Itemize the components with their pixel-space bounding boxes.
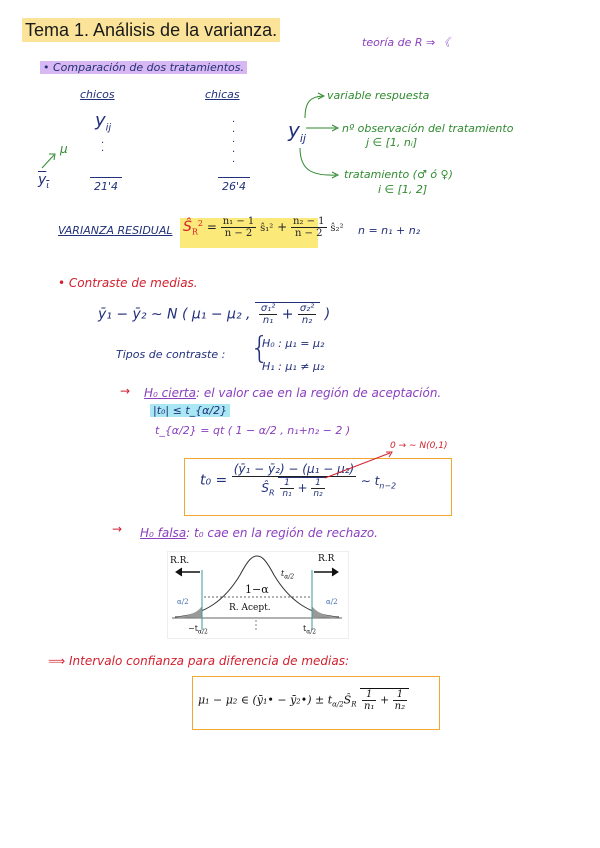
- col1-label: chicos: [80, 88, 115, 101]
- legend-item-treatment: tratamiento (♂ ó ♀): [344, 168, 453, 181]
- h0-true-line: H₀ cierta: el valor cae en la región de aceptación.: [144, 386, 442, 400]
- types-of-contrast: Tipos de contraste :: [116, 348, 226, 361]
- legend-item-treatment-range: i ∈ [1, 2]: [378, 183, 428, 196]
- contrast-heading: • Contraste de medias.: [58, 276, 198, 290]
- h0-false-line: H₀ falsa: t₀ cae en la región de rechazo.: [140, 526, 378, 540]
- n-equation: n = n₁ + n₂: [358, 224, 421, 237]
- dots-col2: · · · · ·: [232, 117, 236, 168]
- legend-yij: $y_{ij}$: [288, 118, 306, 145]
- col2-label: chicas: [205, 88, 240, 101]
- statistic-formula: t₀ = (ȳ₁ − ȳ₂) − (μ₁ − μ₂) $Ŝ_R$ $\frac{1}{\text{n₁}}$ + $\frac{1}{\text{n₂}}$ ∼ $t_{n-2}$: [200, 462, 397, 499]
- h1-hypothesis: H₁ : μ₁ ≠ μ₂: [262, 360, 325, 373]
- h0-false-arrow: →: [112, 522, 123, 536]
- t-top-label: $t_{\alpha/2}$: [281, 569, 295, 581]
- contrast-distribution: ȳ₁ − ȳ₂ ∼ N ( μ₁ − μ₂ , $\frac{\text{σ₁²}}{\text{n₁}}$ + $\frac{\text{σ₂²}}{\text{n₂}}$ ): [98, 303, 331, 326]
- top-right-note: teoría de R ⇒ 《: [362, 36, 450, 49]
- rr-left-label: R.R.: [170, 556, 190, 566]
- mean-col2: 26'4: [218, 177, 250, 193]
- plus-t-label: $t_{\alpha/2}$: [303, 624, 317, 636]
- one-minus-alpha: 1−α: [245, 583, 269, 596]
- interval-formula: μ₁ − μ₂ ∈ (ȳ₁• − ȳ₂•) ± $t_{\alpha/2}Ŝ_R$ $\frac{1}{\text{n₁}}$ + $\frac{1}{\text{n₂}}$: [198, 688, 409, 712]
- acept-label: R. Acept.: [229, 603, 271, 613]
- residual-label: VARIANZA RESIDUAL: [58, 224, 173, 237]
- comparison-heading: • Comparación de dos tratamientos.: [40, 61, 247, 74]
- h0-hypothesis: H₀ : μ₁ = μ₂: [262, 337, 325, 350]
- interval-heading: ⟹ Intervalo confianza para diferencia de medias:: [48, 654, 349, 668]
- note-normal: 0 → ∼ N(0,1): [390, 441, 448, 451]
- legend-item-observation-range: j ∈ [1, nᵢ]: [366, 136, 418, 149]
- rr-right-label: R.R: [318, 554, 335, 564]
- yij-symbol: $y_{ij}$: [95, 110, 112, 134]
- alpha-half-right: α/2: [326, 598, 338, 606]
- alpha-half-left: α/2: [177, 598, 189, 606]
- page-title: Tema 1. Análisis de la varianza.: [22, 18, 280, 42]
- residual-formula: $Ŝ_R^2$ = $\frac{\text{n₁ − 1}}{n - 2}$ ŝ₁² + $\frac{\text{n₂ − 1}}{n - 2}$ ŝ₂²: [183, 216, 344, 239]
- t-critical-line: t_{α/2} = qt ( 1 − α/2 , n₁+n₂ − 2 ): [155, 424, 351, 437]
- legend-item-observation: nº observación del tratamiento: [342, 122, 514, 135]
- mu-label: μ: [60, 142, 68, 156]
- ybar-label: $y_\iota$: [38, 172, 50, 191]
- mean-col1: 21'4: [90, 177, 122, 193]
- h0-true-condition: |t₀| ≤ t_{α/2}: [150, 404, 230, 417]
- legend-item-response: variable respuesta: [327, 89, 430, 102]
- h0-true-arrow: →: [120, 384, 131, 398]
- dots-col1: · ·: [101, 138, 105, 157]
- minus-t-label: $-t_{\alpha/2}$: [188, 624, 208, 636]
- brace: {: [250, 331, 270, 366]
